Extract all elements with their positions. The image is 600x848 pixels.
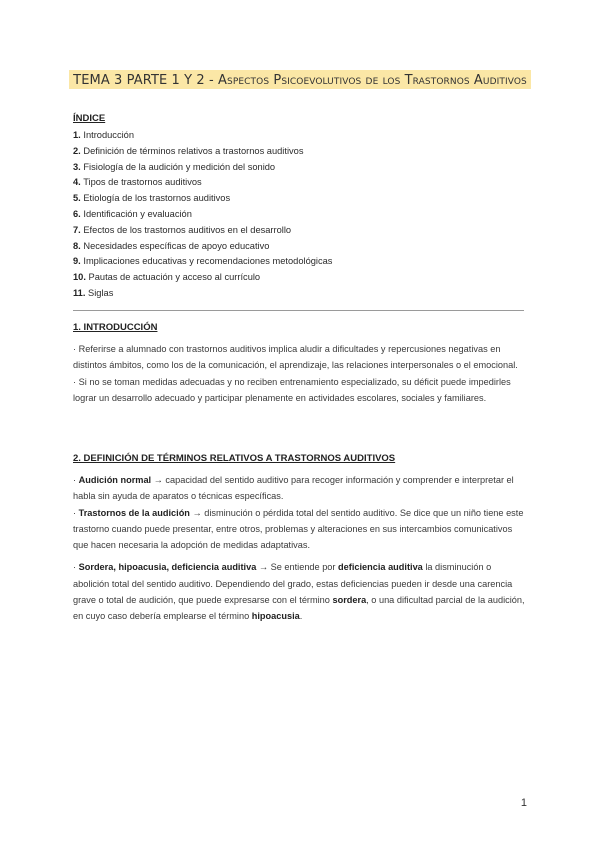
definition-text: → disminución o pérdida total del sentido auditivo. Se dice que un niño tiene este trastorno cuando puede presentar, entre otros, problemas y alteraciones en sus intercambios comunicativos que hacen necesaria la adopción de medidas adaptativas. <box>73 507 524 551</box>
index-item-number: 4. <box>73 177 81 188</box>
intro-paragraph-1: · Referirse a alumnado con trastornos auditivos implica aludir a dificultades y repercusiones negativas en distintos ámbitos, como los de la comunicación, el aprendizaje, las relaciones interpersonales o el emocional. <box>73 344 518 371</box>
index-item-label: Identificación y evaluación <box>83 208 192 219</box>
term-hipoacusia: hipoacusia <box>251 611 300 622</box>
index-item <box>73 269 527 285</box>
index-item <box>73 190 527 206</box>
title-container <box>0 70 600 89</box>
term-deficiencia-auditiva: deficiencia auditiva <box>338 562 423 573</box>
index-item-number: 7. <box>73 224 81 235</box>
definition-text: . <box>299 611 303 622</box>
index-item <box>73 127 527 143</box>
index-item-number: 9. <box>73 256 81 267</box>
index-item <box>73 174 527 190</box>
definition-text: → Se entiende por <box>256 562 339 573</box>
index-item-label: Siglas <box>88 287 114 298</box>
term-sordera: sordera <box>332 595 367 606</box>
term-trastornos-audicion: Trastornos de la audición <box>78 507 190 518</box>
title-subtitle: Aspectos Psicoevolutivos de los Trastornos Auditivos <box>218 73 527 88</box>
term-sordera-hipoacusia: Sordera, hipoacusia, deficiencia auditiva <box>78 562 257 573</box>
index-item <box>73 285 527 301</box>
index-item-number: 6. <box>73 208 81 219</box>
index-item-number: 5. <box>73 193 81 204</box>
index-item-label: Introducción <box>83 130 135 140</box>
bullet: · <box>73 475 79 485</box>
horizontal-divider <box>73 310 524 311</box>
page-title <box>69 70 531 89</box>
bullet: · <box>73 507 79 518</box>
index-item <box>73 159 527 175</box>
index-item-number: 3. <box>73 161 81 172</box>
index-item-label: Necesidades específicas de apoyo educativo <box>83 240 270 251</box>
index-section <box>73 111 527 301</box>
index-item-label: Tipos de trastornos auditivos <box>83 177 202 188</box>
definition-hearing-disorders <box>73 505 527 554</box>
index-item-label: Efectos de los trastornos auditivos en el desarrollo <box>83 224 292 235</box>
index-item <box>73 238 527 254</box>
definition-text: la disminución o abolición total del sentido auditivo. Dependiendo del grado, estas deficiencias pueden ir desde una carencia grave o total de audición, que puede expresarse con el término <box>73 562 513 606</box>
index-heading: ÍNDICE <box>73 113 106 124</box>
index-list <box>73 127 527 301</box>
index-item-label: Fisiología de la audición y medición del sonido <box>83 161 276 172</box>
index-item-label: Implicaciones educativas y recomendaciones metodológicas <box>83 256 333 267</box>
term-audicion-normal: Audición normal <box>78 475 152 485</box>
page-number: 1 <box>520 797 527 809</box>
definition-text: , o una dificultad parcial de la audición, en cuyo caso debería emplearse el término <box>73 595 525 622</box>
index-item-number: 8. <box>73 240 81 251</box>
intro-heading: 1. INTRODUCCIÓN <box>73 322 158 333</box>
index-item-number: 2. <box>73 145 81 156</box>
definition-normal-hearing <box>73 472 527 505</box>
definitions-heading: 2. DEFINICIÓN DE TÉRMINOS RELATIVOS A TRASTORNOS AUDITIVOS <box>73 453 396 464</box>
index-item-label: Pautas de actuación y acceso al currículo <box>88 272 261 283</box>
index-item-number: 10. <box>73 272 86 283</box>
bullet: · <box>73 562 79 573</box>
definition-text: → capacidad del sentido auditivo para recoger información y comprender e interpretar el habla sin ayuda de aparatos o técnicas específicas. <box>73 475 514 502</box>
index-item-label: Etiología de los trastornos auditivos <box>83 193 231 204</box>
index-item-number: 1. <box>73 130 81 140</box>
index-item-number: 11. <box>73 287 86 298</box>
index-item-label: Definición de términos relativos a trastornos auditivos <box>83 145 304 156</box>
intro-paragraph-2: · Si no se toman medidas adecuadas y no reciben entrenamiento especializado, su déficit puede impedirles lograr un desarrollo adecuado y participar plenamente en actividades escolares, sociales y familiares. <box>73 376 511 403</box>
title-main: TEMA 3 PARTE 1 Y 2 - <box>73 73 219 88</box>
index-item <box>73 253 527 269</box>
index-item <box>73 143 527 159</box>
index-item <box>73 206 527 222</box>
intro-section <box>73 320 527 406</box>
index-item <box>73 222 527 238</box>
definition-deafness <box>73 559 527 624</box>
definitions-section <box>73 451 527 625</box>
